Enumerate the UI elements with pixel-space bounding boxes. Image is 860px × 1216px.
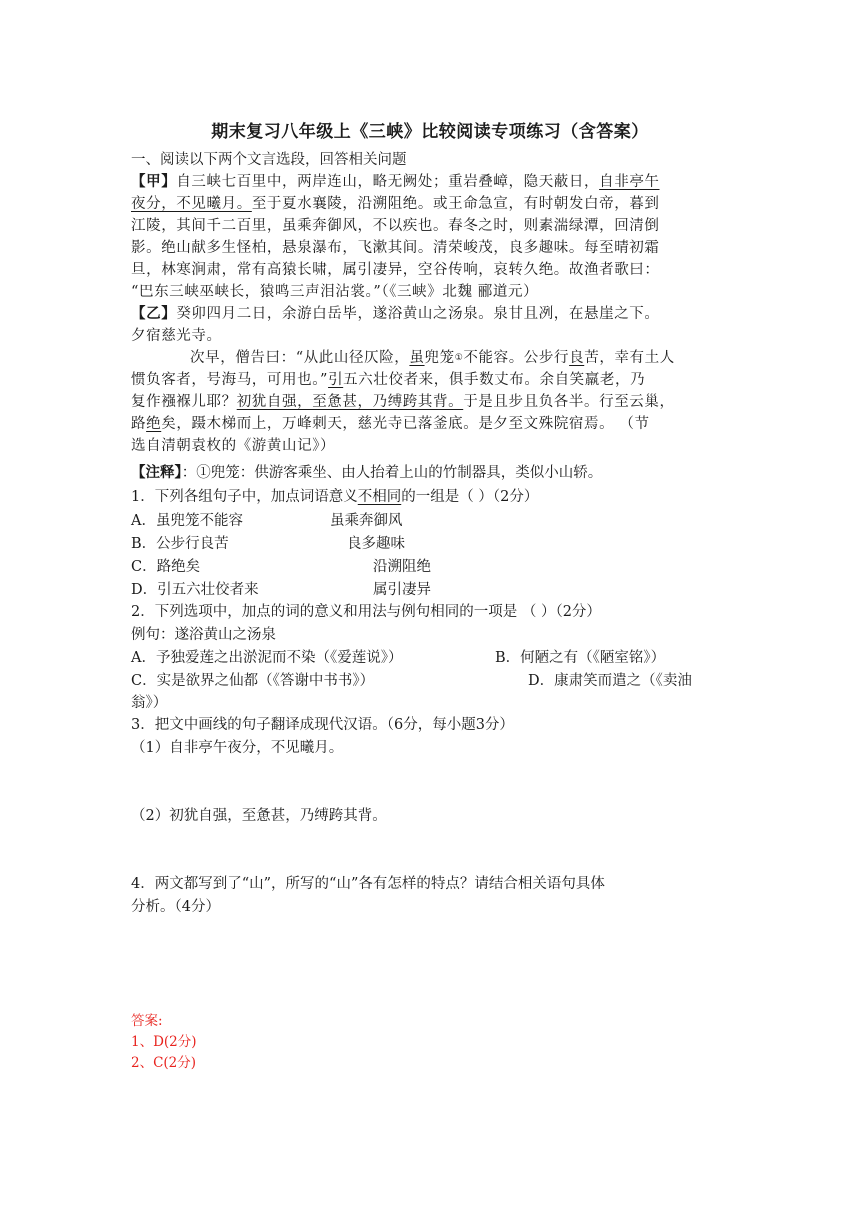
passage-jia-line-5: 旦，林寒涧肃，常有高猿长啸，属引凄异，空谷传响，哀转久绝。故渔者歌曰： [131, 262, 660, 278]
question-4-line-2: 分析。（4分） [131, 899, 220, 915]
underlined-sentence: 初犹自强，至惫甚，乃缚跨其背。 [236, 394, 464, 410]
passage-text: 惯负客者，号海马，可用也。” [131, 372, 329, 388]
passage-yi-line-2: 夕宿慈光寺。 [131, 328, 222, 344]
passage-text: 矣，蹑木梯而上，万峰刺天，慈光寺已落釜底。是夕至文殊院宿焉。 （节 [161, 416, 650, 432]
q1-option-b-left: B．公步行良苦 [131, 536, 229, 552]
answer-2: 2、C(2分) [131, 1055, 197, 1071]
passage-yi-tag: 【乙】 [131, 305, 177, 322]
q2-option-c: C．实是欲界之仙都（《答谢中书书》） [131, 673, 375, 689]
dotted-word: 虽 [409, 350, 425, 366]
passage-text: 兜笼 [424, 350, 455, 366]
q1-option-c-left: C．路绝矣 [131, 559, 201, 575]
q2-option-a: A．予独爱莲之出淤泥而不染（《爱莲说》） [131, 650, 403, 666]
q1-option-d-left: D．引五六壮佼者来 [131, 582, 259, 598]
footnote-marker: ① [454, 353, 464, 363]
question-1-stem [131, 486, 538, 508]
passage-jia-line-3: 江陵，其间千二百里，虽乘奔御风，不以疾也。春冬之时，则素湍绿潭，回清倒 [131, 218, 660, 234]
q1-option-a-right: 虽乘奔御风 [330, 513, 403, 529]
q1-option-c-right: 沿溯阻绝 [373, 559, 431, 575]
q2-option-b: B．何陋之有（《陋室铭》） [495, 650, 666, 666]
q1-option-b-right: 良多趣味 [347, 536, 405, 552]
passage-text: 自三峡七百里中，两岸连山，略无阙处；重岩叠嶂，隐天蔽日， [176, 174, 600, 190]
question-text: 的一组是（ ）（2分） [401, 489, 539, 505]
question-3-sub-1: （1）自非亭午夜分，不见曦月。 [131, 740, 344, 756]
q2-option-d-cont: 翁》） [131, 695, 168, 711]
passage-yi-line-1 [131, 303, 660, 325]
dotted-word: 绝 [146, 416, 162, 432]
section-heading: 一、阅读以下两个文言选段，回答相关问题 [131, 152, 407, 168]
passage-yi-line-4 [131, 369, 645, 391]
answer-1: 1、D(2分) [131, 1034, 197, 1050]
question-3-stem: 3．把文中画线的句子翻译成现代汉语。（6分，每小题3分） [131, 717, 514, 733]
passage-jia-tag: 【甲】 [131, 173, 177, 190]
passage-jia-line-6: “巴东三峡巫峡长，猿鸣三声泪沾裳。”（《三峡》北魏 郦道元） [131, 284, 539, 300]
passage-yi-line-3 [190, 347, 675, 369]
q1-option-d-right: 属引凄异 [373, 582, 431, 598]
passage-yi-line-7: 选自清朝袁枚的《游黄山记》） [131, 438, 336, 454]
passage-yi-line-6 [131, 413, 650, 435]
question-2-stem: 2．下列选项中，加点的词的意义和用法与例句相同的一项是 （ ）（2分） [131, 604, 601, 620]
passage-jia-line-2 [131, 193, 660, 215]
question-3-sub-2: （2）初犹自强，至惫甚，乃缚跨其背。 [131, 808, 387, 824]
passage-text: 至于夏水襄陵，沿溯阻绝。或王命急宣，有时朝发白帝，暮到 [251, 196, 660, 212]
answer-heading: 答案: [131, 1013, 163, 1029]
dotted-word: 引 [328, 372, 344, 388]
passage-text: 路 [131, 416, 147, 432]
passage-jia-line-4: 影。绝山献多生怪柏，悬泉瀑布，飞漱其间。清荣峻茂，良多趣味。每至晴初霜 [131, 240, 660, 256]
question-2-example: 例句：遂浴黄山之汤泉 [131, 627, 276, 643]
passage-text: 复作襁褓儿耶？ [131, 394, 237, 410]
document-title: 期末复习八年级上《三峡》比较阅读专项练习（含答案） [211, 122, 649, 142]
annotation-text: ：①兜笼：供游客乘坐、由人抬着上山的竹制器具，类似小山轿。 [181, 465, 603, 481]
passage-yi-line-5 [131, 391, 675, 413]
passage-text: 次早，僧告曰：“从此山径仄险， [190, 350, 410, 366]
passage-text: 癸卯四月二日，余游白岳毕，遂浴黄山之汤泉。泉甘且冽，在悬崖之下。 [176, 306, 660, 322]
q1-option-a-left: A．虽兜笼不能容 [131, 513, 243, 529]
passage-text: 不能容。公步行 [463, 350, 570, 366]
underlined-sentence: 夜分，不见曦月。 [131, 196, 252, 212]
passage-jia-line-1 [131, 171, 660, 193]
question-text: 1．下列各组句子中，加点词语意义 [131, 489, 358, 505]
q2-option-d: D．康肃笑而遣之（《卖油 [528, 673, 692, 689]
underlined-keyword: 不相同 [357, 489, 402, 505]
question-4-line-1: 4．两文都写到了“山”，所写的“山”各有怎样的特点？请结合相关语句具体 [131, 876, 605, 892]
passage-text: 于是且步且负各半。行至云巢， [463, 394, 675, 410]
dotted-word: 良 [569, 350, 585, 366]
passage-text: 五六壮佼者来，俱手数丈布。余自笑羸老，乃 [343, 372, 646, 388]
annotation-tag: 【注释】 [131, 464, 182, 481]
annotation [131, 462, 602, 484]
underlined-sentence: 自非亭午 [599, 174, 660, 190]
passage-text: 苦，幸有土人 [584, 350, 675, 366]
